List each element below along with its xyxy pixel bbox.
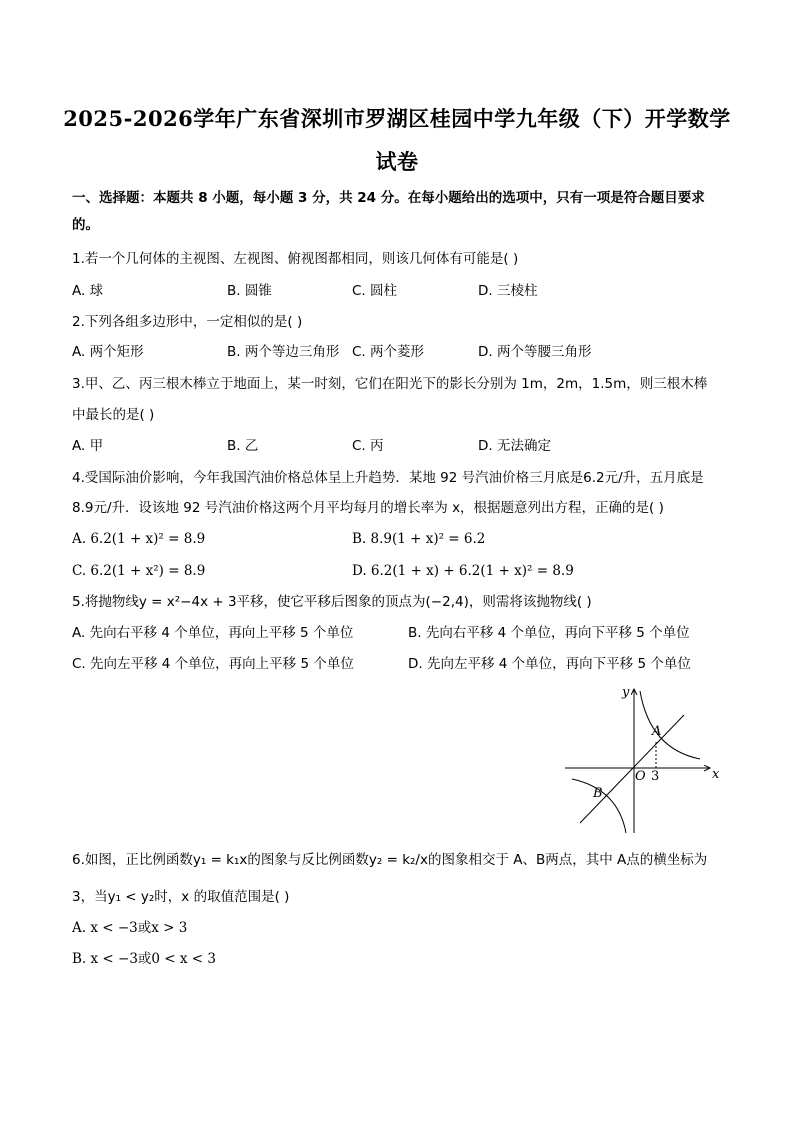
question-6-stem: 6.如图，正比例函数y₁ = k₁x的图象与反比例函数y₂ = k₂/x的图象相交于 A、B两点，其中 A点的横坐标为	[72, 852, 708, 868]
q4-option-d: D. 6.2(1 + x) + 6.2(1 + x)² = 8.9	[352, 563, 574, 579]
proportional-function-line	[580, 715, 684, 823]
q4-option-b: B. 8.9(1 + x)² = 6.2	[352, 531, 486, 547]
y-axis-label: y	[622, 685, 630, 700]
tick-label-3: 3	[651, 769, 660, 784]
question-6-stem-cont: 3，当y₁ < y₂时，x 的取值范围是( )	[72, 889, 290, 905]
q5-option-b: B. 先向右平移 4 个单位，再向下平移 5 个单位	[408, 625, 690, 641]
point-a-label: A	[652, 724, 662, 739]
question-3-stem: 3.甲、乙、丙三根木棒立于地面上，某一时刻，它们在阳光下的影长分别为 1m，2m，1.5m，则三根木棒	[72, 376, 708, 392]
origin-label: O	[635, 769, 646, 784]
q5-option-d: D. 先向左平移 4 个单位，再向下平移 5 个单位	[408, 656, 691, 672]
q5-option-c: C. 先向左平移 4 个单位，再向上平移 5 个单位	[72, 656, 354, 672]
question-5-stem: 5.将抛物线y = x²−4x + 3平移，使它平移后图象的顶点为(−2,4)，则需将该抛物线( )	[72, 594, 592, 610]
x-axis-label: x	[712, 767, 720, 782]
exam-title-line1: 2025-2026学年广东省深圳市罗湖区桂园中学九年级（下）开学数学	[63, 106, 731, 131]
q1-option-b: B. 圆锥	[227, 283, 272, 299]
q5-option-a: A. 先向右平移 4 个单位，再向上平移 5 个单位	[72, 625, 354, 641]
q3-option-b: B. 乙	[227, 438, 259, 454]
q4-option-c: C. 6.2(1 + x²) = 8.9	[72, 563, 206, 579]
q3-option-c: C. 丙	[352, 438, 384, 454]
q1-option-a: A. 球	[72, 283, 104, 299]
section-heading-cont: 的。	[72, 217, 99, 233]
q6-option-a: A. x < −3或x > 3	[72, 920, 188, 936]
question-4-stem-cont: 8.9元/升．设该地 92 号汽油价格这两个月平均每月的增长率为 x，根据题意列出方程，正确的是( )	[72, 500, 664, 516]
q4-option-a: A. 6.2(1 + x)² = 8.9	[72, 531, 206, 547]
q1-option-d: D. 三棱柱	[478, 283, 538, 299]
q2-option-c: C. 两个菱形	[352, 344, 425, 360]
question-3-stem-cont: 中最长的是( )	[72, 407, 155, 423]
hyperbola-branch-first-quadrant	[640, 691, 700, 759]
section-heading: 一、选择题：本题共 8 小题，每小题 3 分，共 24 分。在每小题给出的选项中，只有一项是符合题目要求	[72, 190, 705, 206]
q2-option-a: A. 两个矩形	[72, 344, 144, 360]
exam-title-line2: 试卷	[375, 149, 419, 174]
q2-option-d: D. 两个等腰三角形	[478, 344, 592, 360]
q3-option-d: D. 无法确定	[478, 438, 551, 454]
question-4-stem: 4.受国际油价影响，今年我国汽油价格总体呈上升趋势．某地 92 号汽油价格三月底是6.2元/升，五月底是	[72, 470, 704, 486]
q1-option-c: C. 圆柱	[352, 283, 398, 299]
question-2-stem: 2.下列各组多边形中，一定相似的是( )	[72, 314, 303, 330]
function-graph-figure	[560, 683, 730, 835]
question-1-stem: 1.若一个几何体的主视图、左视图、俯视图都相同，则该几何体有可能是( )	[72, 251, 519, 267]
q6-option-b: B. x < −3或0 < x < 3	[72, 951, 216, 967]
point-b-label: B	[593, 786, 603, 801]
q3-option-a: A. 甲	[72, 438, 104, 454]
q2-option-b: B. 两个等边三角形	[227, 344, 340, 360]
